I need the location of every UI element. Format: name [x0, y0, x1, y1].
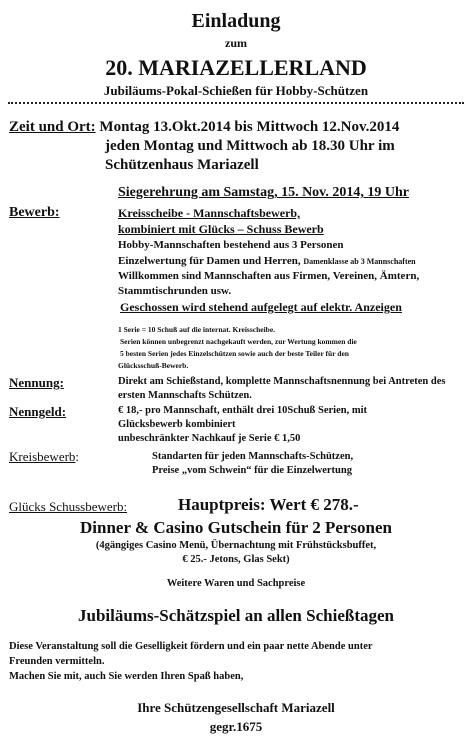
- siegerehrung: Siegerehrung am Samstag, 15. Nov. 2014, 19 Uhr: [118, 185, 410, 200]
- kreisbewerb-line1: Standarten für jeden Mannschafts-Schützen,: [152, 451, 354, 462]
- nennung-line1: Direkt am Schießstand, komplette Mannschaftsnennung bei Antreten des: [118, 376, 446, 387]
- closing-line1: Diese Veranstaltung soll die Geselligkeit fördern und ein paar nette Abende unter: [9, 641, 373, 652]
- kreisbewerb-section: [9, 449, 79, 465]
- kreisbewerb-line2: Preise „vom Schwein“ für die Einzelwertung: [152, 465, 352, 476]
- zeit-line1: Montag 13.Okt.2014 bis Mittwoch 12.Nov.2014: [95, 119, 400, 135]
- smallprint-line4: Glücksschuß-Bewerb.: [118, 361, 189, 370]
- title-zum: zum: [225, 36, 247, 50]
- signature-line2: gegr.1675: [209, 719, 263, 734]
- weitere-preise: Weitere Waren und Sachpreise: [166, 578, 306, 589]
- bewerb-line6: Stammtischrunden usw.: [118, 285, 232, 297]
- prize-detail-line2: € 25.- Jetons, Glas Sekt): [182, 554, 290, 565]
- bewerb-line7: Geschossen wird stehend aufgelegt auf elektr. Anzeigen: [120, 300, 402, 314]
- hauptpreis: Hauptpreis: Wert € 278.-: [178, 495, 359, 514]
- nennung-label: Nennung:: [9, 375, 64, 390]
- prize-detail-line1: (4gängiges Casino Menü, Übernachtung mit Frühstücksbuffet,: [95, 540, 377, 551]
- zeit-section: [9, 119, 399, 136]
- smallprint-line1: 1 Serie = 10 Schuß auf die internat. Kreisscheibe.: [118, 325, 276, 334]
- schaetzspiel: Jubiläums-Schätzspiel an allen Schießtagen: [78, 606, 394, 625]
- nenngeld-line1: € 18,- pro Mannschaft, enthält drei 10Schuß Serien, mit: [118, 405, 367, 416]
- zeit-label: Zeit und Ort:: [9, 119, 96, 135]
- smallprint-line3: 5 besten Serien jedes Einzelschützen sowie auch der beste Teiler für den: [120, 349, 349, 358]
- smallprint-line2: Serien können unbegrenzt nachgekauft werden, zur Wertung kommen die: [120, 337, 357, 346]
- bewerb-line2: kombiniert mit Glücks – Schuss Bewerb: [118, 222, 324, 236]
- bewerb-line1: Kreisscheibe - Mannschaftsbewerb,: [118, 206, 301, 220]
- bewerb-line3: Hobby-Mannschaften bestehend aus 3 Personen: [118, 239, 344, 251]
- closing-line3: Machen Sie mit, auch Sie werden Ihren Spaß haben,: [9, 671, 244, 682]
- zeit-line3: Schützenhaus Mariazell: [105, 157, 259, 173]
- dinner-prize: Dinner & Casino Gutschein für 2 Personen: [79, 518, 392, 537]
- bewerb-line4: [118, 255, 416, 267]
- gluecks-label: Glücks Schussbewerb:: [9, 499, 128, 514]
- signature-line1: Ihre Schützengesellschaft Mariazell: [137, 700, 335, 715]
- nennung-line2: ersten Mannschafts Schützen.: [118, 390, 252, 401]
- kreisbewerb-label: Kreisbewerb: [9, 449, 76, 464]
- event-subtitle: Jubiläums-Pokal-Schießen für Hobby-Schützen: [103, 83, 369, 98]
- bewerb-line5: Willkommen sind Mannschaften aus Firmen, Vereinen, Ämtern,: [118, 270, 420, 282]
- event-title: 20. MARIAZELLERLAND: [105, 55, 367, 80]
- bewerb-label: Bewerb:: [9, 205, 60, 220]
- nenngeld-label: Nenngeld:: [9, 404, 67, 419]
- closing-line2: Freunden vermitteln.: [9, 656, 105, 667]
- zeit-line2: jeden Montag und Mittwoch ab 18.30 Uhr im: [105, 138, 395, 154]
- bewerb-line4-main: Einzelwertung für Damen und Herren,: [118, 255, 304, 267]
- title-einladung: Einladung: [191, 10, 281, 32]
- nenngeld-line3: unbeschränkter Nachkauf je Serie € 1,50: [118, 433, 301, 444]
- nenngeld-line2: Glücksbewerb kombiniert: [118, 419, 236, 430]
- kreisbewerb-colon: :: [75, 449, 80, 464]
- dotted-divider: [8, 102, 464, 104]
- bewerb-line4-small: Damenklasse ab 3 Mannschaften: [303, 257, 416, 266]
